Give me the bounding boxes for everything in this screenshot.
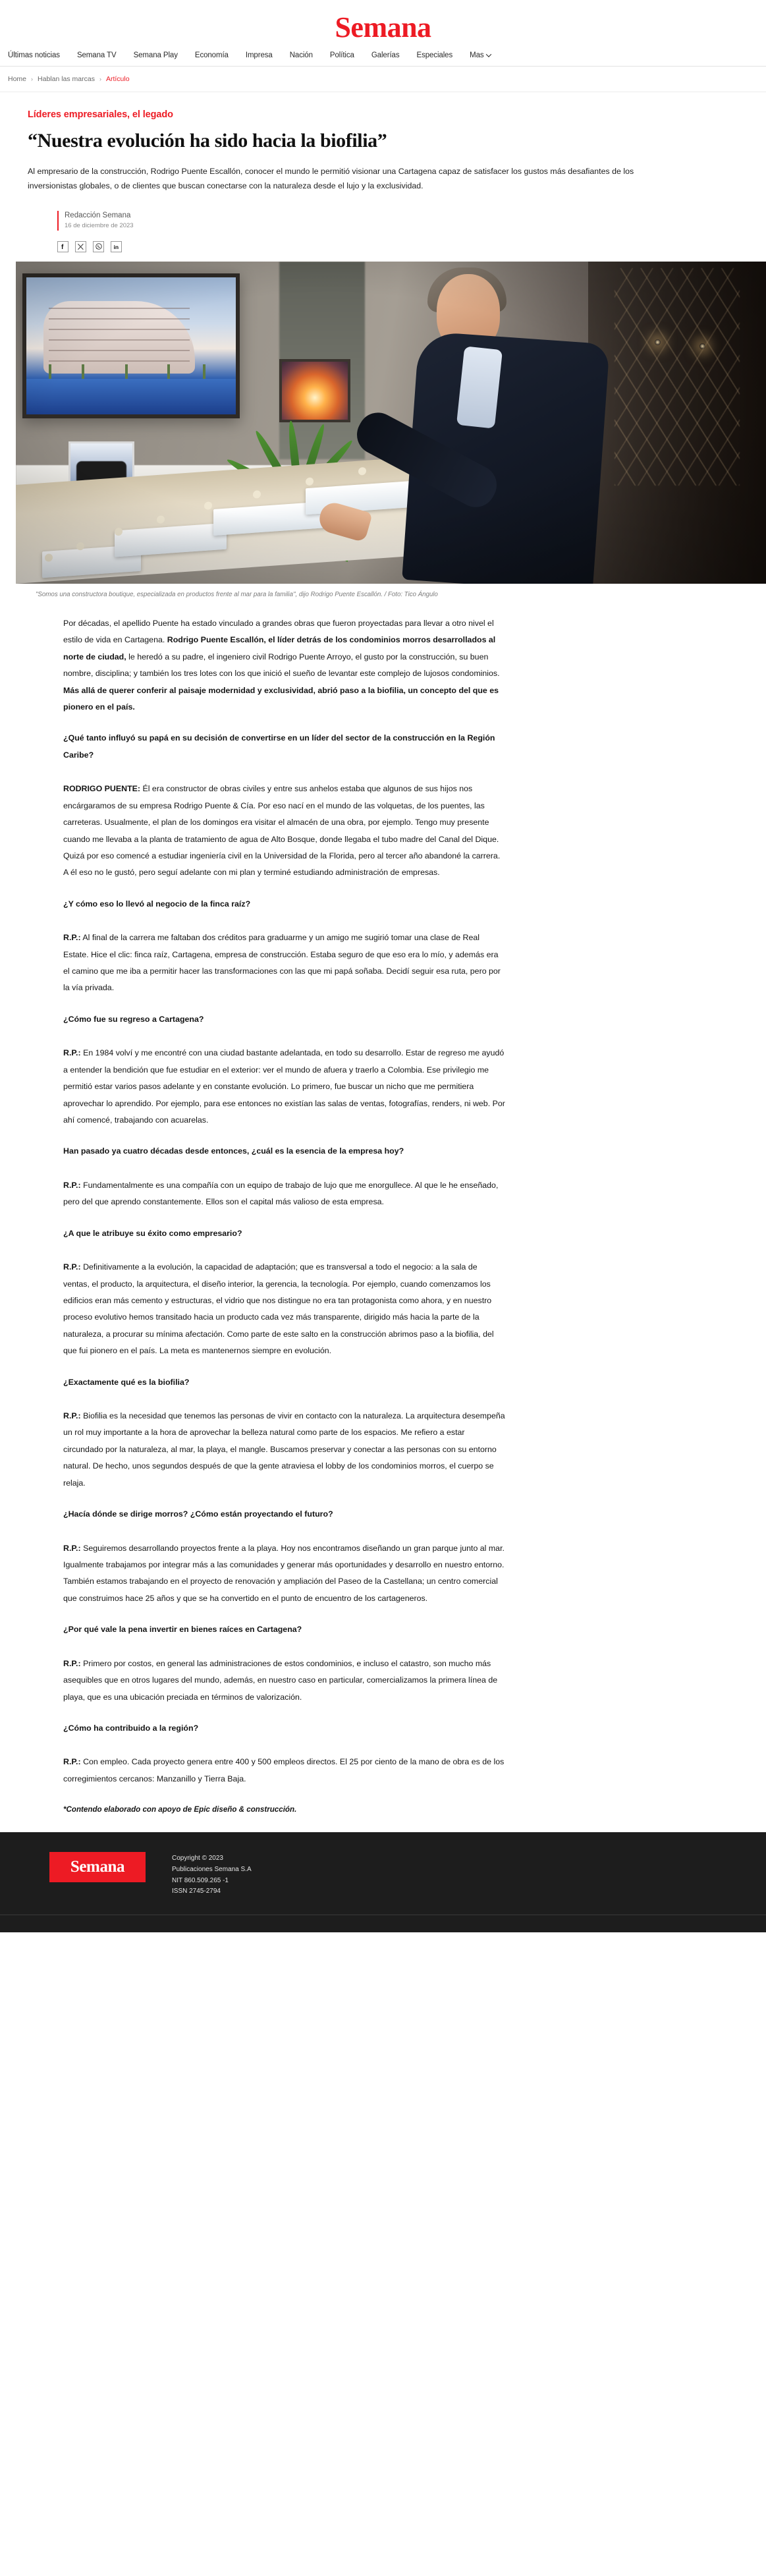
body-paragraph <box>63 1177 506 1211</box>
byline-date: 16 de diciembre de 2023 <box>65 222 134 230</box>
emphasis-text: Rodrigo Puente Escallón, el líder detrás de los condominios morros desarrollados al norte de ciudad, <box>63 635 496 661</box>
body-paragraph <box>63 930 506 997</box>
byline <box>57 211 758 231</box>
emphasis-text: RODRIGO PUENTE: <box>63 784 141 794</box>
emphasis-text: R.P.: <box>63 1411 81 1421</box>
paragraph-text: Seguiremos desarrollando proyectos frente a la playa. Hoy nos encontramos diseñando un gran parque junto al mar. Igualmente trabajamos por integrar más a las comunidades y generar más oportunidades y desarrollo en nuestro entorno. También estamos trabajando en el proyecto de renovación y ampliación del Paseo de la Castellana; un centro comercial que construimos hace 25 años y que se ha convertido en el punto de encuentro de los cartageneros. <box>63 1543 505 1603</box>
emphasis-text: ¿Y cómo eso lo llevó al negocio de la finca raíz? <box>63 899 251 909</box>
disclaimer-note <box>63 1802 506 1818</box>
nav-item-semana-tv[interactable]: Semana TV <box>76 51 117 59</box>
site-footer <box>0 1832 766 1932</box>
interview-question <box>63 1621 506 1638</box>
interview-question <box>63 1225 506 1242</box>
paragraph-text: En 1984 volví y me encontré con una ciudad bastante adelantada, en todo su desarrollo. Estar de regreso me ayudó a entender la bendición que fue estudiar en el exterior: ver el mundo de afuera y traerlo a Colombia. Ese privilegio me permitió estar varios pasos adelante y en constante evolución. Lo primero, fue buscar un nicho que me permitiera aprovechar lo aprendido. Por ejemplo, para ese entonces no existían las salas de ventas, fotografías, renders, ni web. Por ahí comencé, trabajando con acuarelas. <box>63 1048 505 1125</box>
emphasis-text: Han pasado ya cuatro décadas desde entonces, ¿cuál es la esencia de la empresa hoy? <box>63 1146 404 1156</box>
footer-inner <box>0 1852 766 1897</box>
facebook-icon[interactable] <box>57 241 68 252</box>
paragraph-text: Por décadas, el apellido Puente ha estado vinculado a grandes obras que fueron proyectadas para llevar a otro nivel el estilo de vida en Cartagena. <box>63 618 494 645</box>
emphasis-text: ¿Por qué vale la pena invertir en bienes raíces en Cartagena? <box>63 1625 302 1635</box>
svg-text:in: in <box>113 243 119 250</box>
nav-item-politica[interactable]: Política <box>329 51 354 59</box>
paragraph-text: *Contendo elaborado con apoyo de Epic diseño & construcción. <box>63 1805 297 1814</box>
breadcrumb-current: Artículo <box>105 75 130 83</box>
paragraph-text: Primero por costos, en general las administraciones de estos condominios, e incluso el catastro, son mucho más asequibles que en otros lugares del mundo, además, en nuestro caso en particular, comercializamos la primera línea de playa, que es una ubicación preciada en términos de valorización. <box>63 1658 498 1702</box>
hero-image <box>16 262 766 584</box>
interview-question <box>63 1374 506 1391</box>
emphasis-text: ¿A que le atribuye su éxito como empresario? <box>63 1228 242 1238</box>
nav-item-nacion[interactable]: Nación <box>289 51 313 59</box>
emphasis-text: R.P.: <box>63 933 81 943</box>
footer-legal <box>172 1852 252 1897</box>
footer-nit: NIT 860.509.265 -1 <box>172 1876 229 1884</box>
nav-item-impresa[interactable]: Impresa <box>245 51 273 59</box>
paragraph-text: le heredó a su padre, el ingeniero civil Rodrigo Puente Arroyo, el gusto por la construcción, su buen nombre, disciplina; y también los tres lotes con los que inició el sueño de levantar este complejo de lujosos condominios. <box>63 652 500 679</box>
footer-semana-logo[interactable] <box>49 1852 146 1882</box>
page-title: “Nuestra evolución ha sido hacia la biofilia” <box>28 130 387 152</box>
article <box>0 109 766 1818</box>
emphasis-text: R.P.: <box>63 1757 81 1767</box>
hero-scene <box>16 262 766 584</box>
emphasis-text: Más allá de querer conferir al paisaje modernidad y exclusividad, abrió paso a la biofilia, un concepto del que es pionero en el país. <box>63 685 499 712</box>
paragraph-text: Biofilia es la necesidad que tenemos las personas de vivir en contacto con la naturaleza. La arquitectura desempeña un rol muy importante a la hora de aprovechar la belleza natural como parte de los espacios. Me refiero a estar circundado por la naturaleza, al mar, la playa, el mangle. Buscamos preservar y conectar a las personas con su entorno natural. De hecho, unos segundos después de que la gente atraviesa el lobby de los condominios morros, el cuerpo se relaja. <box>63 1411 505 1488</box>
interview-question <box>63 896 506 912</box>
interview-question <box>63 730 506 764</box>
primary-nav <box>0 46 766 67</box>
body-paragraph <box>63 1045 506 1129</box>
emphasis-text: ¿Cómo fue su regreso a Cartagena? <box>63 1014 204 1024</box>
body-paragraph <box>63 1754 506 1787</box>
hero-image-wrap <box>16 262 750 598</box>
body-paragraph <box>63 1408 506 1492</box>
nav-item-mas[interactable] <box>470 51 490 59</box>
x-twitter-icon[interactable] <box>75 241 86 252</box>
paragraph-text: Al final de la carrera me faltaban dos créditos para graduarme y un amigo me sugirió tomar una clase de Real Estate. Hice el clic: finca raíz, Cartagena, empresa de construcción. Estaba seguro de que eso era lo mío, y además era el camino que me iba a permitir hacer las transformaciones con las que mi papá soñaba. Decidí seguir esa ruta, pero por la vía privada. <box>63 933 501 993</box>
emphasis-text: R.P.: <box>63 1262 81 1272</box>
nav-item-economia[interactable]: Economía <box>194 51 229 59</box>
share-row <box>57 241 758 252</box>
nav-item-mas-label: Mas <box>470 51 484 59</box>
interview-question <box>63 1011 506 1028</box>
emphasis-text: R.P.: <box>63 1048 81 1058</box>
hero-caption: "Somos una constructora boutique, especializada en productos frente al mar para la familia", dijo Rodrigo Puente Escallón. / Foto: Tico Ángulo <box>36 590 438 598</box>
semana-logo[interactable]: Semana <box>335 11 431 43</box>
body-paragraph <box>63 615 506 716</box>
nav-item-ultimas-noticias[interactable]: Últimas noticias <box>8 51 60 59</box>
hero-vignette <box>16 262 766 584</box>
masthead <box>0 9 766 46</box>
breadcrumb-home[interactable]: Home <box>8 75 27 83</box>
emphasis-text: R.P.: <box>63 1658 81 1668</box>
emphasis-text: R.P.: <box>63 1543 81 1553</box>
emphasis-text: R.P.: <box>63 1180 81 1190</box>
svg-text:f: f <box>61 243 64 250</box>
emphasis-text: ¿Hacía dónde se dirige morros? ¿Cómo están proyectando el futuro? <box>63 1509 333 1519</box>
breadcrumb-section[interactable]: Hablan las marcas <box>38 75 95 83</box>
body-paragraph <box>63 1540 506 1608</box>
body-paragraph <box>63 1656 506 1706</box>
paragraph-text: Fundamentalmente es una compañía con un equipo de trabajo de lujo que me enorgullece. Al que le he enseñado, pero del que aprendo constantemente. Ellos son el capital más valioso de esta empresa. <box>63 1180 499 1207</box>
body-paragraph <box>63 781 506 882</box>
linkedin-icon[interactable] <box>111 241 122 252</box>
article-kicker[interactable]: Líderes empresariales, el legado <box>28 109 173 120</box>
footer-company: Publicaciones Semana S.A <box>172 1865 252 1873</box>
nav-item-semana-play[interactable]: Semana Play <box>133 51 178 59</box>
body-paragraph <box>63 1259 506 1360</box>
footer-issn: ISSN 2745-2794 <box>172 1888 221 1895</box>
emphasis-text: ¿Cómo ha contribuido a la región? <box>63 1723 199 1733</box>
article-standfirst: Al empresario de la construcción, Rodrigo Puente Escallón, conocer el mundo le permitió visionar una Cartagena capaz de satisfacer los gustos más desafiantes de los inversionistas globales, o de clientes que buscan conectarse con la naturaleza desde el lujo y la exclusividad. <box>28 167 634 191</box>
whatsapp-icon[interactable] <box>93 241 104 252</box>
nav-item-especiales[interactable]: Especiales <box>416 51 453 59</box>
interview-question <box>63 1720 506 1737</box>
site-header <box>0 0 766 67</box>
breadcrumb-separator-icon: › <box>31 76 34 82</box>
footer-logo-label: Semana <box>70 1858 125 1876</box>
nav-item-galerias[interactable]: Galerías <box>371 51 400 59</box>
chevron-down-icon <box>485 51 491 57</box>
paragraph-text: Definitivamente a la evolución, la capacidad de adaptación; que es transversal a todo el negocio: a la sala de ventas, el producto, la arquitectura, el diseño interior, la gerencia, la tecnología. Por ejemplo, cuando comenzamos los edificios eran más cemento y estructuras, el vidrio que nos distingue no era tan protagonista como ahora, y en nuestro proceso evolutivo hemos transitado hacia un producto cada vez más transparente, dirigido más hacia la parte de la naturaleza, a procurar su mínima afectación. Como parte de este salto en la construcción abrimos paso a la biofilia, del que fui pionero en el país. La meta es mantenernos siempre en evolución. <box>63 1262 494 1356</box>
article-body <box>8 615 758 1818</box>
emphasis-text: ¿Qué tanto influyó su papá en su decisión de convertirse en un líder del sector de la construcción en la Región Caribe? <box>63 733 495 760</box>
paragraph-text: Con empleo. Cada proyecto genera entre 400 y 500 empleos directos. El 25 por ciento de la mano de obra es de los corregimientos cercanos: Manzanillo y Tierra Baja. <box>63 1757 505 1783</box>
breadcrumb <box>0 67 766 92</box>
paragraph-text: Él era constructor de obras civiles y entre sus anhelos estaba que algunos de sus hijos nos encárgaramos de su empresa Rodrigo Puente & Cía. Por eso nací en el mundo de las volquetas, de los puentes, las carreteras. Usualmente, el plan de los domingos era visitar el almacén de una obra, por ejemplo. Tengo muy presente cuando me llevaba a la planta de tratamiento de agua de Alto Bosque, donde llegaba el tubo madre del Canal del Dique. Quizá por eso comencé a estudiar ingeniería civil en la Universidad de la Florida, pero al tercer año abandoné la carrera. A él eso no le gustó, pero seguí adelante con mi plan y terminé estudiando administración de empresas. <box>63 784 501 878</box>
breadcrumb-separator-icon: › <box>99 76 101 82</box>
footer-copyright: Copyright © 2023 <box>172 1855 223 1862</box>
byline-author: Redacción Semana <box>65 211 131 219</box>
interview-question <box>63 1143 506 1160</box>
emphasis-text: ¿Exactamente qué es la biofilia? <box>63 1377 190 1387</box>
interview-question <box>63 1506 506 1523</box>
